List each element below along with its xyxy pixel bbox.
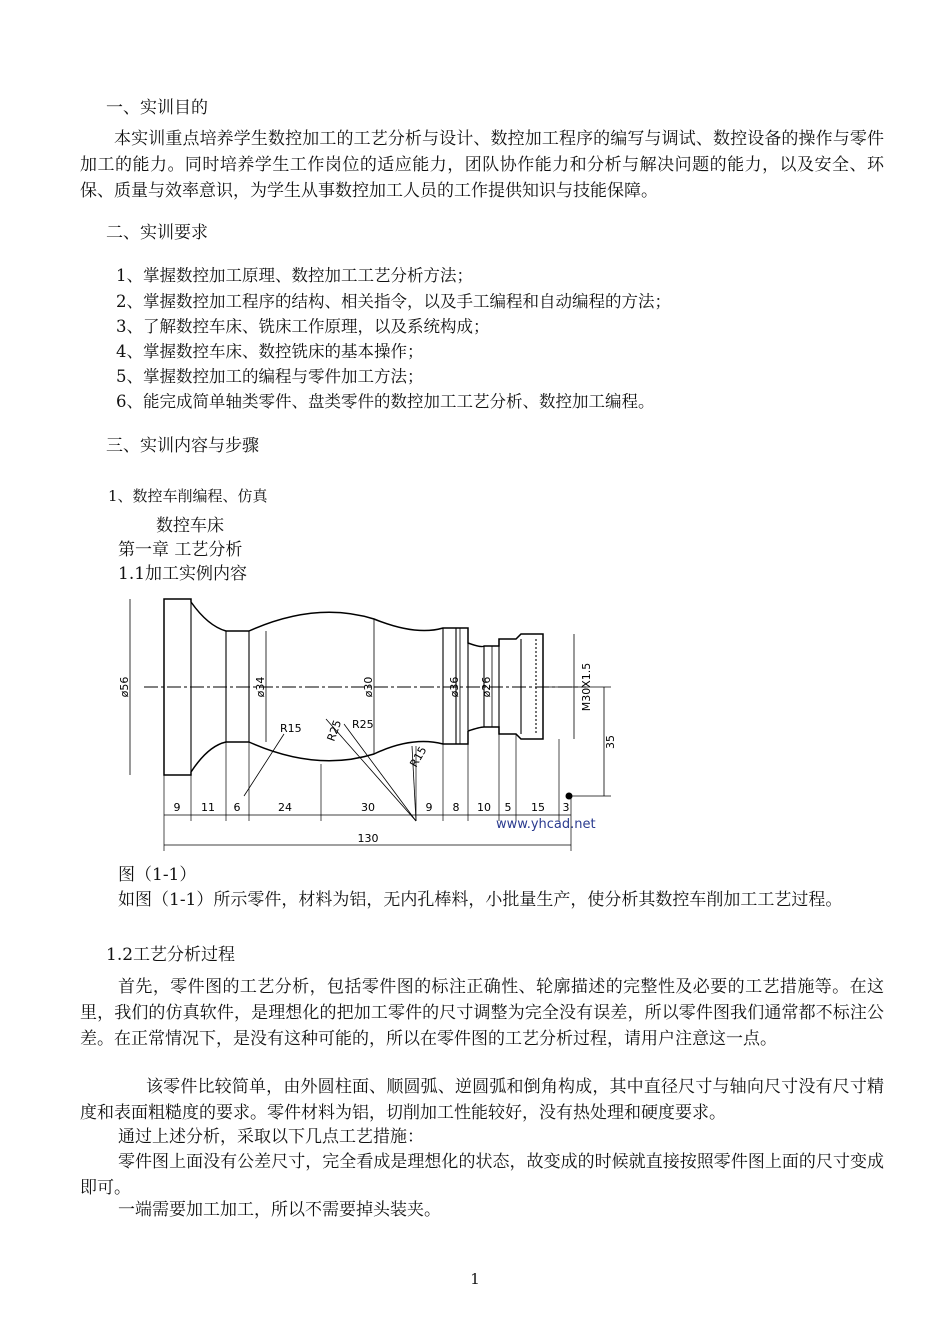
section-3-title: 三、实训内容与步骤	[106, 436, 259, 456]
dim-length-35: 35	[604, 735, 617, 749]
dim-axial-10: 10	[477, 801, 491, 814]
dim-diameter-30: ø30	[362, 676, 375, 698]
dim-axial-6: 6	[233, 801, 241, 814]
dim-axial-11: 11	[201, 801, 215, 814]
dim-axial-15: 15	[531, 801, 545, 814]
dim-axial-24: 24	[278, 801, 292, 814]
reference-point-icon	[566, 793, 573, 800]
dim-axial-5: 5	[504, 801, 512, 814]
requirement-item-4: 4、掌握数控车床、数控铣床的基本操作；	[116, 342, 424, 361]
dim-radius-r15-left: R15	[280, 722, 302, 735]
dim-radius-r15-right: R15	[407, 744, 430, 770]
section-2-title: 二、实训要求	[106, 223, 208, 243]
dim-radius-r25-right: R25	[352, 718, 374, 731]
dim-axial-9: 9	[173, 801, 181, 814]
section-1-paragraph: 本实训重点培养学生数控加工的工艺分析与设计、数控加工程序的编写与调试、数控设备的操作与零件加工的能力。同时培养学生工作岗位的适应能力，团队协作能力和分析与解决问题的能力，以及安全、环保、质量与效率意识，为学生从事数控加工人员的工作提供知识与技能保障。	[80, 129, 884, 201]
section-1-2-title: 1.2工艺分析过程	[106, 945, 236, 965]
requirement-item-2: 2、掌握数控加工程序的结构、相关指令，以及手工编程和自动编程的方法；	[116, 292, 671, 311]
dim-axial-8: 8	[452, 801, 460, 814]
section-3-subtitle: 1、数控车削编程、仿真	[108, 487, 268, 505]
requirement-item-6: 6、能完成简单轴类零件、盘类零件的数控加工工艺分析、数控加工编程。	[116, 392, 655, 411]
page-number: 1	[470, 1270, 480, 1288]
paragraph-3: 通过上述分析，采取以下几点工艺措施：	[118, 1127, 424, 1147]
dim-axial-9b: 9	[425, 801, 433, 814]
dim-axial-3: 3	[562, 801, 570, 814]
dim-diameter-56: ø56	[118, 676, 131, 698]
figure-description: 如图（1-1）所示零件，材料为铝，无内孔棒料，小批量生产，使分析其数控车削加工工艺过程。	[118, 890, 843, 910]
requirement-item-1: 1、掌握数控加工原理、数控加工工艺分析方法；	[116, 266, 473, 285]
paragraph-5: 一端需要加工加工，所以不需要掉头装夹。	[118, 1200, 441, 1220]
paragraph-1: 首先，零件图的工艺分析，包括零件图的标注正确性、轮廓描述的完整性及必要的工艺措施等。在这里，我们的仿真软件，是理想化的把加工零件的尺寸调整为完全没有误差，所以零件图我们通常都不标注公差。在正常情况下，是没有这种可能的，所以在零件图的工艺分析过程，请用户注意这一点。	[80, 977, 884, 1049]
section-1-1-title: 1.1加工实例内容	[118, 564, 248, 584]
drawing-watermark: www.yhcad.net	[496, 817, 596, 832]
dim-diameter-26: ø26	[480, 676, 493, 698]
figure-caption: 图（1-1）	[118, 865, 197, 885]
requirement-item-3: 3、了解数控车床、铣床工作原理，以及系统构成；	[116, 317, 490, 336]
dim-diameter-36: ø36	[448, 676, 461, 698]
dim-radius-r25-left: R25	[324, 718, 345, 744]
dim-axial-30: 30	[361, 801, 375, 814]
machine-title: 数控车床	[156, 516, 224, 536]
dim-thread-m30: M30X1.5	[580, 662, 593, 712]
part-drawing	[116, 586, 618, 866]
chapter-title: 第一章 工艺分析	[118, 540, 243, 560]
section-1-title: 一、实训目的	[106, 98, 208, 118]
requirement-item-5: 5、掌握数控加工的编程与零件加工方法；	[116, 367, 424, 386]
paragraph-2: 该零件比较简单，由外圆柱面、顺圆弧、逆圆弧和倒角构成，其中直径尺寸与轴向尺寸没有尺寸精度和表面粗糙度的要求。零件材料为铝，切削加工性能较好，没有热处理和硬度要求。	[80, 1077, 884, 1123]
dim-diameter-34: ø34	[254, 676, 267, 698]
paragraph-4: 零件图上面没有公差尺寸，完全看成是理想化的状态，故变成的时候就直接按照零件图上面的尺寸变成即可。	[80, 1152, 884, 1198]
dim-total-130: 130	[357, 832, 379, 845]
